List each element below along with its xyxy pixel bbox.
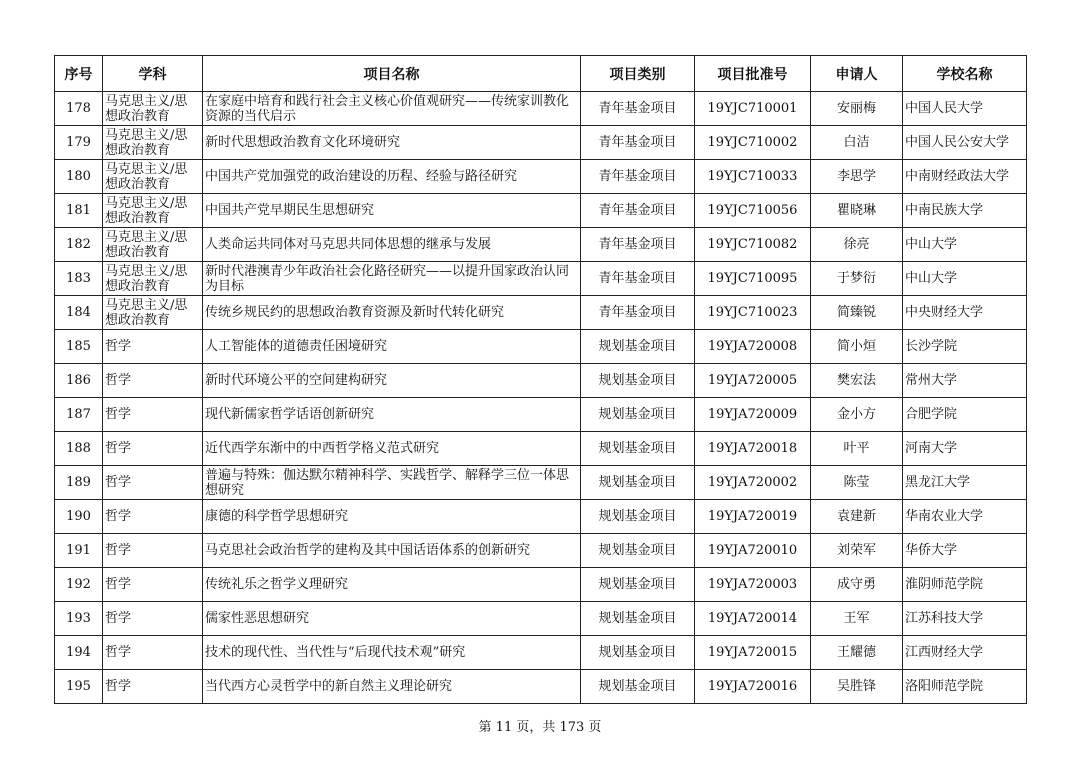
cell-applicant: 于梦衍: [811, 262, 903, 296]
table-row: [55, 92, 1027, 126]
cell-applicant: 安丽梅: [811, 92, 903, 126]
cell-approval-number: 19YJA720002: [695, 466, 811, 500]
cell-project-category: 规划基金项目: [581, 398, 695, 432]
cell-index: 189: [55, 466, 103, 500]
cell-approval-number: 19YJC710002: [695, 126, 811, 160]
cell-discipline: 马克思主义/思想政治教育: [103, 296, 203, 330]
cell-index: 190: [55, 500, 103, 534]
cell-applicant: 吴胜锋: [811, 670, 903, 704]
cell-discipline: 哲学: [103, 466, 203, 500]
cell-applicant: 王耀德: [811, 636, 903, 670]
cell-project-name: 新时代环境公平的空间建构研究: [203, 364, 581, 398]
cell-applicant: 成守勇: [811, 568, 903, 602]
cell-index: 191: [55, 534, 103, 568]
cell-applicant: 李思学: [811, 160, 903, 194]
table-row: [55, 126, 1027, 160]
cell-index: 178: [55, 92, 103, 126]
cell-project-category: 青年基金项目: [581, 160, 695, 194]
table-row: [55, 330, 1027, 364]
cell-school-name: 中国人民大学: [903, 92, 1027, 126]
cell-project-category: 青年基金项目: [581, 92, 695, 126]
cell-project-name: 普遍与特殊：伽达默尔精神科学、实践哲学、解释学三位一体思想研究: [203, 466, 581, 500]
table-row: [55, 296, 1027, 330]
cell-project-category: 规划基金项目: [581, 534, 695, 568]
cell-discipline: 马克思主义/思想政治教育: [103, 262, 203, 296]
cell-applicant: 刘荣军: [811, 534, 903, 568]
table-row: [55, 568, 1027, 602]
cell-project-category: 青年基金项目: [581, 194, 695, 228]
cell-applicant: 简臻锐: [811, 296, 903, 330]
cell-project-name: 现代新儒家哲学话语创新研究: [203, 398, 581, 432]
table-row: [55, 534, 1027, 568]
cell-project-category: 规划基金项目: [581, 602, 695, 636]
project-table: [54, 55, 1027, 704]
cell-discipline: 哲学: [103, 534, 203, 568]
cell-index: 193: [55, 602, 103, 636]
cell-project-name: 人工智能体的道德责任困境研究: [203, 330, 581, 364]
cell-index: 195: [55, 670, 103, 704]
cell-applicant: 袁建新: [811, 500, 903, 534]
cell-project-name: 在家庭中培育和践行社会主义核心价值观研究——传统家训教化资源的当代启示: [203, 92, 581, 126]
header-project-category: 项目类别: [581, 56, 695, 92]
table-row: [55, 364, 1027, 398]
header-index: 序号: [55, 56, 103, 92]
cell-approval-number: 19YJA720014: [695, 602, 811, 636]
cell-discipline: 哲学: [103, 330, 203, 364]
cell-approval-number: 19YJC710001: [695, 92, 811, 126]
table-header-row: [55, 56, 1027, 92]
cell-school-name: 河南大学: [903, 432, 1027, 466]
cell-project-category: 规划基金项目: [581, 364, 695, 398]
cell-discipline: 马克思主义/思想政治教育: [103, 160, 203, 194]
cell-school-name: 中山大学: [903, 228, 1027, 262]
cell-school-name: 中央财经大学: [903, 296, 1027, 330]
cell-applicant: 瞿晓琳: [811, 194, 903, 228]
cell-project-name: 马克思社会政治哲学的建构及其中国话语体系的创新研究: [203, 534, 581, 568]
cell-approval-number: 19YJC710056: [695, 194, 811, 228]
cell-applicant: 王军: [811, 602, 903, 636]
cell-index: 182: [55, 228, 103, 262]
cell-project-name: 康德的科学哲学思想研究: [203, 500, 581, 534]
cell-discipline: 哲学: [103, 670, 203, 704]
table-row: [55, 194, 1027, 228]
cell-index: 188: [55, 432, 103, 466]
page-number: 第 11 页，共 173 页: [478, 720, 602, 735]
table-row: [55, 262, 1027, 296]
header-approval-number: 项目批准号: [695, 56, 811, 92]
cell-index: 194: [55, 636, 103, 670]
cell-index: 192: [55, 568, 103, 602]
cell-discipline: 马克思主义/思想政治教育: [103, 228, 203, 262]
cell-project-name: 当代西方心灵哲学中的新自然主义理论研究: [203, 670, 581, 704]
cell-applicant: 白洁: [811, 126, 903, 160]
cell-applicant: 简小烜: [811, 330, 903, 364]
table-row: [55, 432, 1027, 466]
cell-project-name: 传统乡规民约的思想政治教育资源及新时代转化研究: [203, 296, 581, 330]
cell-index: 184: [55, 296, 103, 330]
table-row: [55, 500, 1027, 534]
cell-school-name: 淮阴师范学院: [903, 568, 1027, 602]
cell-discipline: 哲学: [103, 636, 203, 670]
cell-school-name: 华侨大学: [903, 534, 1027, 568]
header-project-name: 项目名称: [203, 56, 581, 92]
cell-project-category: 规划基金项目: [581, 568, 695, 602]
header-discipline: 学科: [103, 56, 203, 92]
cell-project-name: 技术的现代性、当代性与“后现代技术观”研究: [203, 636, 581, 670]
cell-index: 181: [55, 194, 103, 228]
cell-discipline: 马克思主义/思想政治教育: [103, 92, 203, 126]
cell-discipline: 哲学: [103, 500, 203, 534]
cell-applicant: 叶平: [811, 432, 903, 466]
cell-discipline: 哲学: [103, 602, 203, 636]
cell-applicant: 陈莹: [811, 466, 903, 500]
cell-project-category: 规划基金项目: [581, 670, 695, 704]
cell-project-category: 规划基金项目: [581, 500, 695, 534]
cell-index: 183: [55, 262, 103, 296]
cell-index: 180: [55, 160, 103, 194]
cell-project-name: 新时代思想政治教育文化环境研究: [203, 126, 581, 160]
cell-project-name: 人类命运共同体对马克思共同体思想的继承与发展: [203, 228, 581, 262]
cell-applicant: 金小方: [811, 398, 903, 432]
cell-school-name: 合肥学院: [903, 398, 1027, 432]
cell-approval-number: 19YJC710082: [695, 228, 811, 262]
cell-school-name: 华南农业大学: [903, 500, 1027, 534]
cell-project-category: 青年基金项目: [581, 228, 695, 262]
table-row: [55, 228, 1027, 262]
cell-project-name: 中国共产党加强党的政治建设的历程、经验与路径研究: [203, 160, 581, 194]
cell-index: 186: [55, 364, 103, 398]
cell-school-name: 江西财经大学: [903, 636, 1027, 670]
cell-discipline: 哲学: [103, 364, 203, 398]
cell-school-name: 洛阳师范学院: [903, 670, 1027, 704]
cell-project-category: 规划基金项目: [581, 330, 695, 364]
cell-index: 179: [55, 126, 103, 160]
table-row: [55, 398, 1027, 432]
cell-project-category: 青年基金项目: [581, 296, 695, 330]
cell-applicant: 樊宏法: [811, 364, 903, 398]
cell-discipline: 马克思主义/思想政治教育: [103, 126, 203, 160]
cell-discipline: 马克思主义/思想政治教育: [103, 194, 203, 228]
cell-approval-number: 19YJA720008: [695, 330, 811, 364]
cell-approval-number: 19YJA720005: [695, 364, 811, 398]
cell-project-category: 规划基金项目: [581, 636, 695, 670]
cell-project-category: 规划基金项目: [581, 432, 695, 466]
cell-project-name: 新时代港澳青少年政治社会化路径研究——以提升国家政治认同为目标: [203, 262, 581, 296]
cell-index: 187: [55, 398, 103, 432]
table-body: [55, 92, 1027, 704]
cell-approval-number: 19YJA720003: [695, 568, 811, 602]
cell-approval-number: 19YJA720010: [695, 534, 811, 568]
cell-project-category: 青年基金项目: [581, 262, 695, 296]
cell-school-name: 长沙学院: [903, 330, 1027, 364]
cell-index: 185: [55, 330, 103, 364]
table-row: [55, 636, 1027, 670]
cell-project-name: 儒家性恶思想研究: [203, 602, 581, 636]
cell-approval-number: 19YJA720016: [695, 670, 811, 704]
cell-approval-number: 19YJC710095: [695, 262, 811, 296]
cell-project-category: 规划基金项目: [581, 466, 695, 500]
cell-project-name: 中国共产党早期民生思想研究: [203, 194, 581, 228]
header-school-name: 学校名称: [903, 56, 1027, 92]
cell-approval-number: 19YJA720015: [695, 636, 811, 670]
cell-school-name: 黑龙江大学: [903, 466, 1027, 500]
header-applicant: 申请人: [811, 56, 903, 92]
cell-discipline: 哲学: [103, 432, 203, 466]
cell-school-name: 中山大学: [903, 262, 1027, 296]
cell-project-name: 传统礼乐之哲学义理研究: [203, 568, 581, 602]
cell-school-name: 中南民族大学: [903, 194, 1027, 228]
table-row: [55, 670, 1027, 704]
cell-approval-number: 19YJA720019: [695, 500, 811, 534]
table-row: [55, 602, 1027, 636]
cell-school-name: 中国人民公安大学: [903, 126, 1027, 160]
table-row: [55, 466, 1027, 500]
table-row: [55, 160, 1027, 194]
cell-approval-number: 19YJC710023: [695, 296, 811, 330]
cell-school-name: 常州大学: [903, 364, 1027, 398]
cell-discipline: 哲学: [103, 568, 203, 602]
cell-project-category: 青年基金项目: [581, 126, 695, 160]
cell-approval-number: 19YJA720009: [695, 398, 811, 432]
cell-school-name: 中南财经政法大学: [903, 160, 1027, 194]
cell-applicant: 徐亮: [811, 228, 903, 262]
cell-approval-number: 19YJA720018: [695, 432, 811, 466]
cell-approval-number: 19YJC710033: [695, 160, 811, 194]
cell-school-name: 江苏科技大学: [903, 602, 1027, 636]
cell-discipline: 哲学: [103, 398, 203, 432]
cell-project-name: 近代西学东渐中的中西哲学格义范式研究: [203, 432, 581, 466]
